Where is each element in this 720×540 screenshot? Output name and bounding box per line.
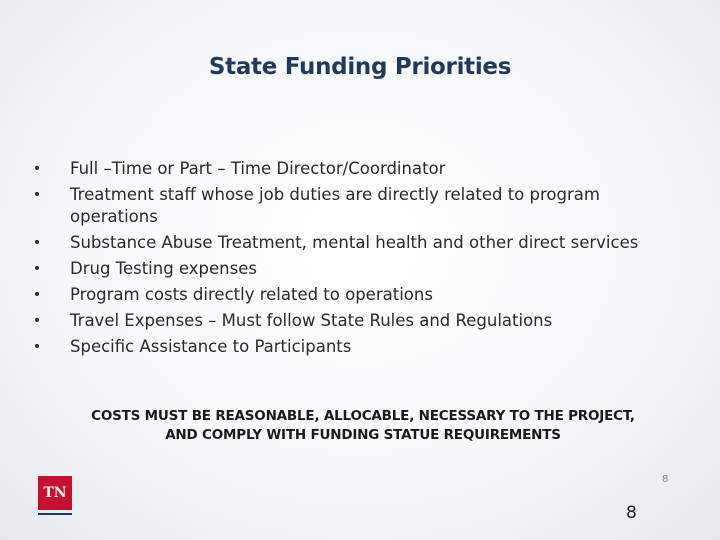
list-item	[30, 158, 680, 180]
bullet-text: Treatment staff whose job duties are directly related to program operations	[70, 185, 600, 226]
slide-number: 8	[662, 474, 669, 485]
tn-logo-icon: TN	[38, 476, 72, 510]
page-number: 8	[626, 503, 637, 523]
list-item	[30, 336, 680, 358]
logo-underline	[38, 513, 72, 515]
list-item	[30, 310, 680, 332]
notice-line-1: COSTS MUST BE REASONABLE, ALLOCABLE, NECESSARY TO THE PROJECT,	[91, 408, 635, 424]
bullet-text: Specific Assistance to Participants	[70, 337, 352, 356]
bullet-icon: •	[32, 187, 42, 203]
list-item	[30, 284, 680, 306]
bullet-icon: •	[32, 235, 42, 251]
notice-line-2: AND COMPLY WITH FUNDING STATUE REQUIREMENTS	[165, 427, 561, 443]
bullet-text: Full –Time or Part – Time Director/Coordinator	[70, 159, 446, 178]
bullet-text: Substance Abuse Treatment, mental health and other direct services	[70, 233, 639, 252]
bullet-icon: •	[32, 261, 42, 277]
bullet-text: Drug Testing expenses	[70, 259, 257, 278]
bullet-icon: •	[32, 313, 42, 329]
tn-logo	[38, 476, 72, 518]
list-item	[30, 184, 680, 228]
bullet-text: Travel Expenses – Must follow State Rules and Regulations	[70, 311, 553, 330]
bullet-icon: •	[32, 287, 42, 303]
bullet-text: Program costs directly related to operations	[70, 285, 433, 304]
list-item	[30, 258, 680, 280]
bullet-list	[30, 158, 680, 362]
bullet-icon: •	[32, 161, 42, 177]
bullet-icon: •	[32, 339, 42, 355]
costs-notice	[80, 407, 646, 445]
slide-title: State Funding Priorities	[208, 54, 512, 80]
list-item	[30, 232, 680, 254]
